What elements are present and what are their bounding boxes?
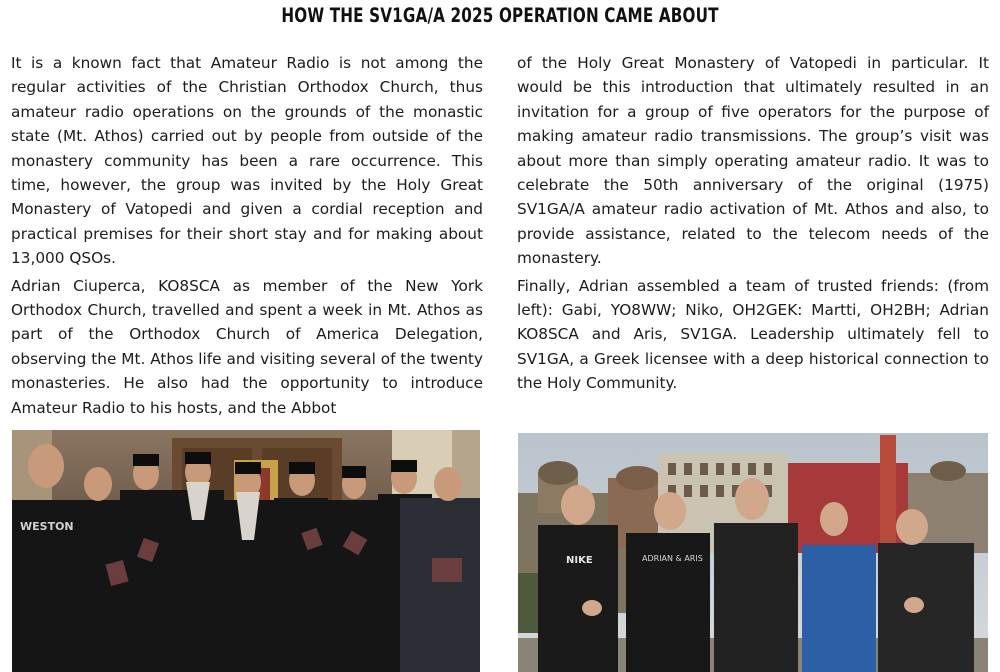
article-title: HOW THE SV1GA/A 2025 OPERATION CAME ABOUT [281,4,719,27]
shirt-text-weston: WESTON [20,520,74,533]
photo-operator-team-image [518,433,988,672]
left-column [11,51,483,423]
right-column [517,51,989,399]
right-paragraph-2: Finally, Adrian assembled a team of trusted friends: (from left): Gabi, YO8WW; Niko, OH2GEK: Martti, OH2BH; Adrian KO8SCA and Aris, SV1GA. Leadership ultimately fell to SV1GA, a Greek licensee with a deep historical connection to the Holy Community. [517,276,989,393]
shirt-text-adrian-aris: ADRIAN & ARIS [642,554,703,563]
photo-operator-team [518,433,988,672]
left-paragraph-1: It is a known fact that Amateur Radio is not among the regular activities of the Christian Orthodox Church, thus amateur radio operations on the grounds of the monastic state (Mt. Athos) carried out by people from outside of the monastery community has been a rare occurrence. This time, however, the group was invited by the Holy Great Monastery of Vatopedi and given a cordial reception and practical premises for their short stay and for making about 13,000 QSOs. [11,54,483,268]
right-paragraph-1: of the Holy Great Monastery of Vatopedi in particular. It would be this introduction that ultimately resulted in an invitation for a group of five operators for the purpose of making amateur radio transmissions. The group’s visit was about more than simply operating amateur radio. It was to celebrate the 50th anniversary of the original (1975) SV1GA/A amateur radio activation of Mt. Athos and also, to provide assistance, related to the telecom needs of the monastery. [517,54,989,268]
left-paragraph-2: Adrian Ciuperca, KO8SCA as member of the New York Orthodox Church, travelled and spent a week in Mt. Athos as part of the Orthodox Church of America Delegation, observing the Mt. Athos life and visiting several of the twenty monasteries. He also had the opportunity to introduce Amateur Radio to his hosts, and the Abbot [11,276,483,417]
photo-monastery-delegation-image [12,430,480,672]
shirt-text-nike: NIKE [566,555,593,566]
photo-monastery-delegation [12,430,480,672]
